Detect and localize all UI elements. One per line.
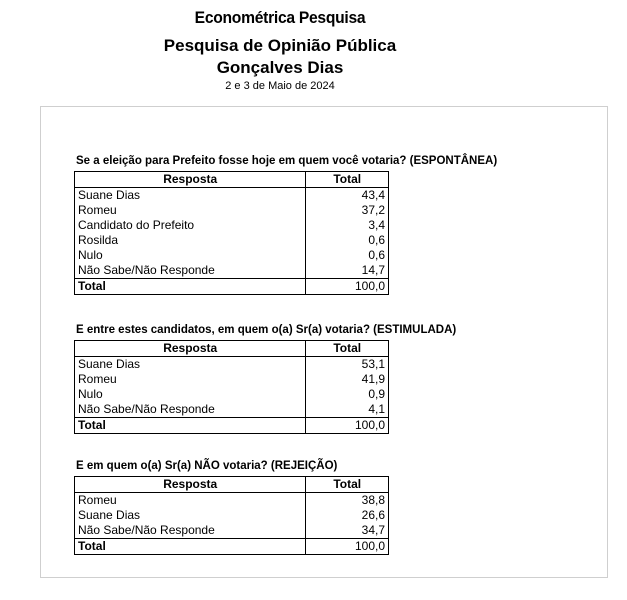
question-rejection: E em quem o(a) Sr(a) NÃO votaria? (REJEIÇÃO) (76, 460, 338, 472)
table-row (75, 508, 389, 523)
total-row (75, 279, 389, 295)
row-label: Nulo (75, 387, 306, 402)
row-value: 41,9 (306, 372, 389, 387)
city-name: Gonçalves Dias (216, 58, 344, 77)
total-row (75, 418, 389, 434)
table-row (75, 203, 389, 218)
question-stimulated: E entre estes candidatos, em quem o(a) Sr(a) votaria? (ESTIMULADA) (76, 324, 457, 336)
row-label: Candidato do Prefeito (75, 218, 306, 233)
row-label: Romeu (75, 372, 306, 387)
total-value: 100,0 (306, 279, 389, 295)
report-title: Pesquisa de Opinião Pública (163, 36, 397, 55)
column-header-response: Resposta (75, 477, 306, 493)
row-value: 26,6 (306, 508, 389, 523)
total-label: Total (75, 539, 306, 555)
brand-name: Econométrica Pesquisa (194, 8, 366, 27)
table-row (75, 263, 389, 279)
table-header-row (75, 172, 389, 188)
table-spontaneous (74, 171, 389, 295)
table-header-row (75, 341, 389, 357)
row-label: Romeu (75, 493, 306, 509)
row-label: Suane Dias (75, 357, 306, 373)
table-row (75, 248, 389, 263)
row-value: 4,1 (306, 402, 389, 418)
row-value: 38,8 (306, 493, 389, 509)
row-label: Não Sabe/Não Responde (75, 402, 306, 418)
table-row (75, 523, 389, 539)
column-header-total: Total (306, 341, 389, 357)
table-row (75, 493, 389, 509)
table-rejection (74, 476, 389, 555)
row-value: 3,4 (306, 218, 389, 233)
row-value: 43,4 (306, 188, 389, 204)
table-row (75, 387, 389, 402)
table-row (75, 218, 389, 233)
row-label: Romeu (75, 203, 306, 218)
row-label: Não Sabe/Não Responde (75, 263, 306, 279)
row-label: Suane Dias (75, 188, 306, 204)
row-value: 53,1 (306, 357, 389, 373)
total-label: Total (75, 418, 306, 434)
row-label: Nulo (75, 248, 306, 263)
column-header-response: Resposta (75, 172, 306, 188)
table-row (75, 188, 389, 204)
table-row (75, 402, 389, 418)
survey-date: 2 e 3 de Maio de 2024 (225, 80, 335, 92)
row-label: Suane Dias (75, 508, 306, 523)
total-row (75, 539, 389, 555)
total-label: Total (75, 279, 306, 295)
table-row (75, 372, 389, 387)
total-value: 100,0 (306, 418, 389, 434)
row-value: 0,6 (306, 248, 389, 263)
row-label: Rosilda (75, 233, 306, 248)
row-value: 37,2 (306, 203, 389, 218)
table-row (75, 233, 389, 248)
column-header-total: Total (306, 477, 389, 493)
question-spontaneous: Se a eleição para Prefeito fosse hoje em quem você votaria? (ESPONTÂNEA) (76, 155, 498, 167)
column-header-total: Total (306, 172, 389, 188)
row-label: Não Sabe/Não Responde (75, 523, 306, 539)
row-value: 0,9 (306, 387, 389, 402)
table-header-row (75, 477, 389, 493)
total-value: 100,0 (306, 539, 389, 555)
table-stimulated (74, 340, 389, 434)
column-header-response: Resposta (75, 341, 306, 357)
row-value: 0,6 (306, 233, 389, 248)
row-value: 34,7 (306, 523, 389, 539)
row-value: 14,7 (306, 263, 389, 279)
table-row (75, 357, 389, 373)
